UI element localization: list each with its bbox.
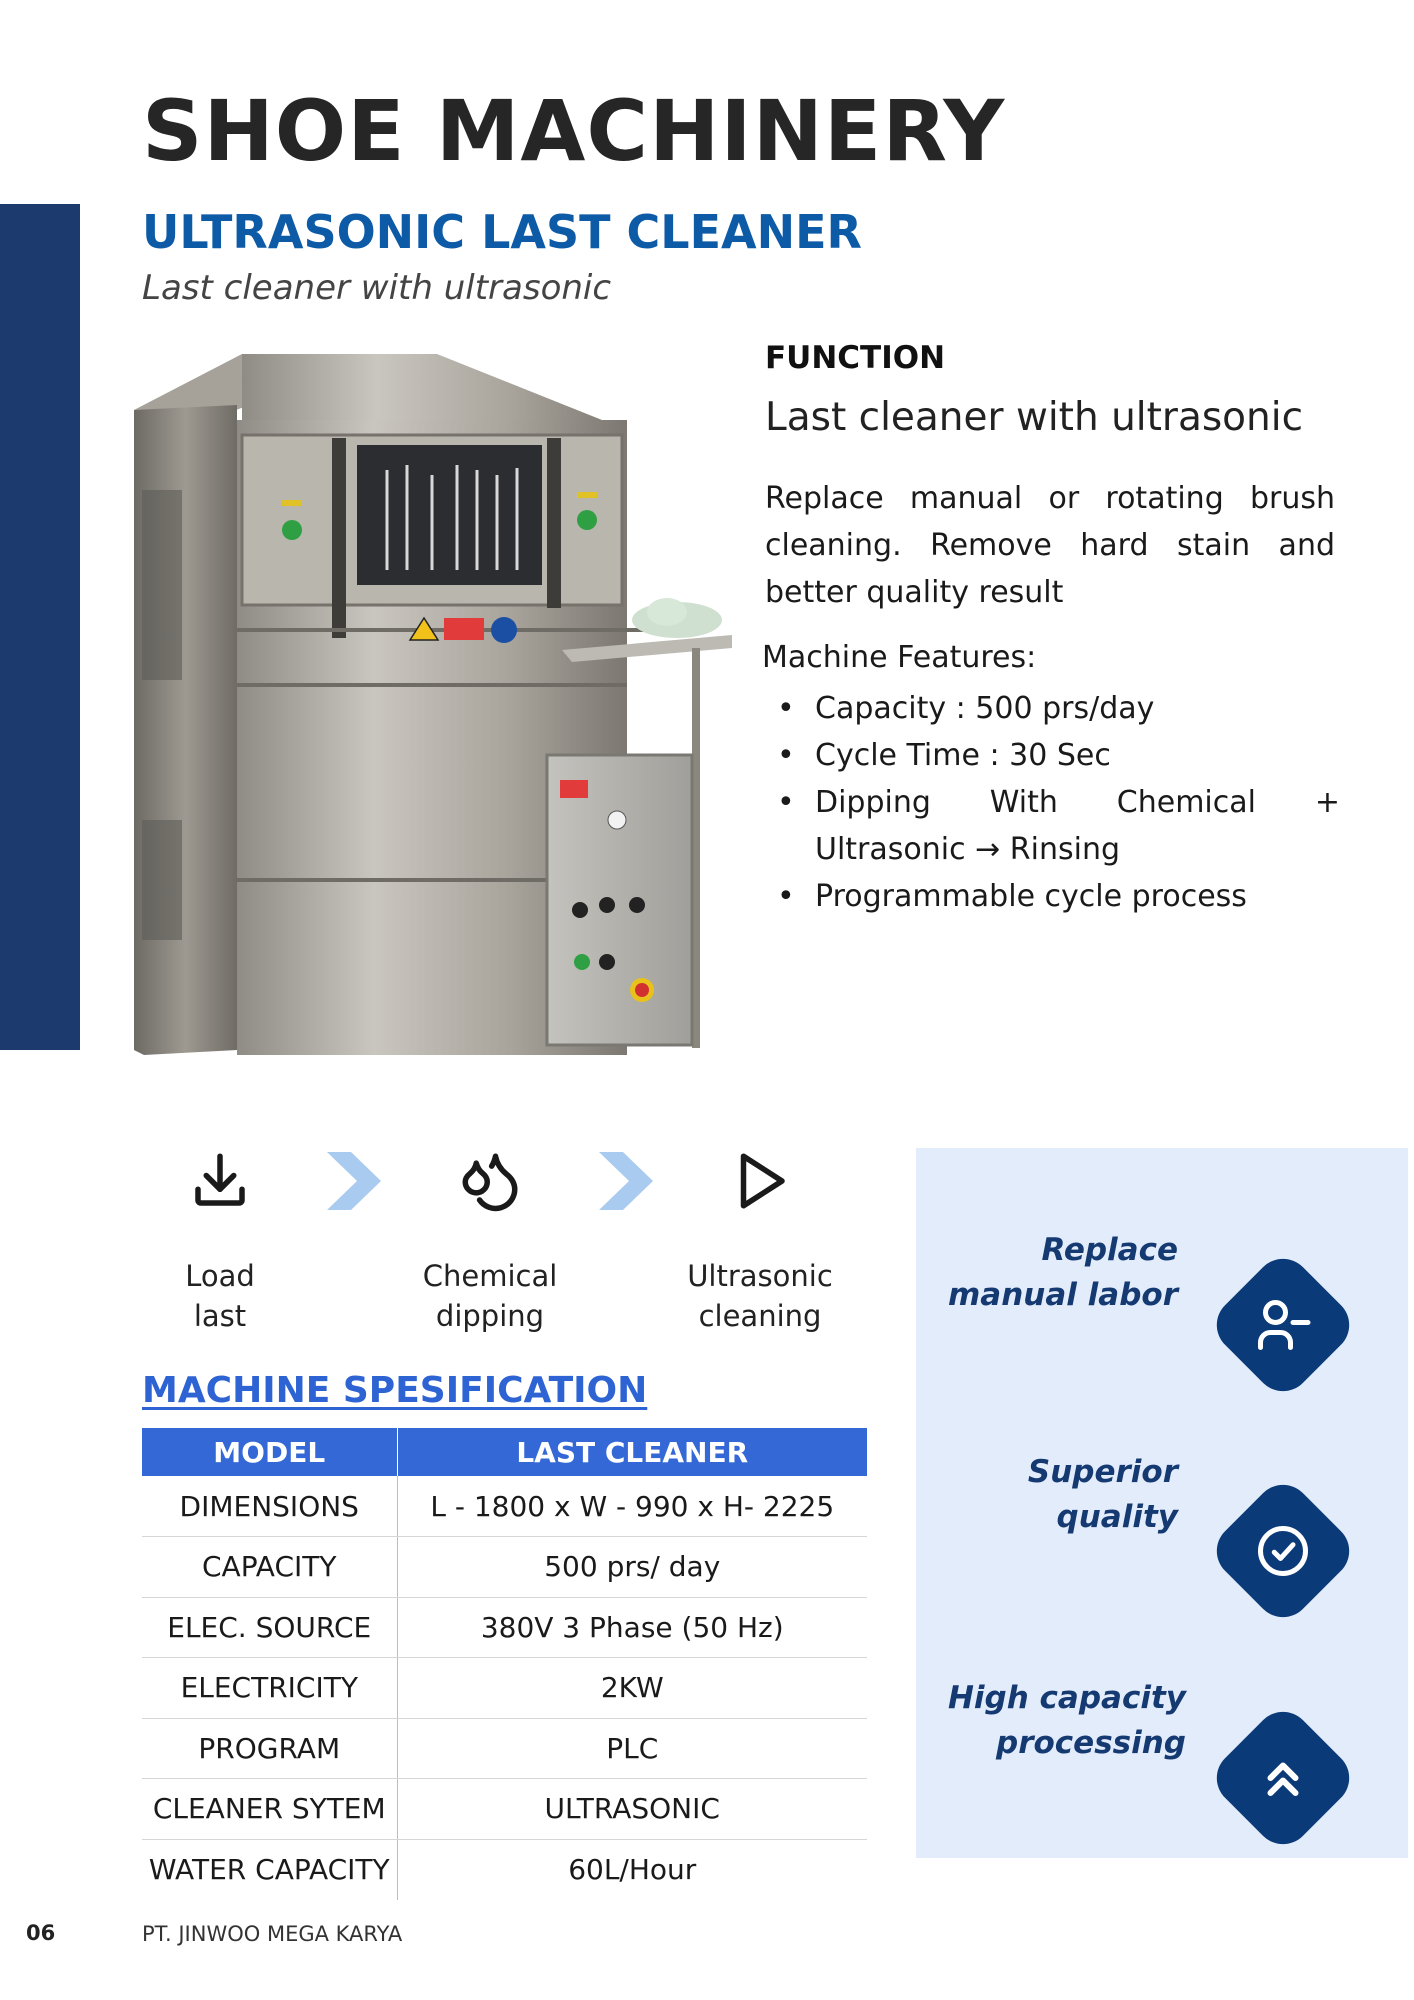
benefit-badge — [1205, 1247, 1361, 1403]
feature-item: • Dipping With Chemical + Ultrasonic → Rinsing — [775, 779, 1340, 873]
spec-header-cell: LAST CLEANER — [397, 1428, 867, 1476]
spec-label: CLEANER SYTEM — [142, 1779, 397, 1840]
table-row — [142, 1658, 867, 1719]
check-circle-icon — [1253, 1521, 1313, 1581]
table-row — [142, 1476, 867, 1537]
benefit-label: High capacity processing — [947, 1680, 1186, 1761]
process-step-load — [120, 1148, 320, 1336]
page-number: 06 — [26, 1921, 56, 1945]
spec-label: WATER CAPACITY — [142, 1839, 397, 1900]
features-heading: Machine Features: — [762, 640, 1037, 675]
function-summary: Last cleaner with ultrasonic — [765, 395, 1304, 440]
bullet-icon: • — [777, 691, 795, 726]
feature-item: • Programmable cycle process — [775, 873, 1340, 920]
user-minus-icon — [1253, 1295, 1313, 1355]
download-icon — [187, 1148, 253, 1214]
spec-label: ELECTRICITY — [142, 1658, 397, 1719]
spec-value: 2KW — [397, 1658, 867, 1719]
product-title: ULTRASONIC LAST CLEANER — [142, 205, 862, 259]
droplets-icon — [457, 1148, 523, 1214]
benefit-badge — [1205, 1700, 1361, 1856]
spec-table — [142, 1428, 867, 1900]
feature-item: • Capacity : 500 prs/day — [775, 685, 1340, 732]
table-row — [142, 1839, 867, 1900]
function-heading: FUNCTION — [765, 340, 946, 376]
table-row — [142, 1718, 867, 1779]
benefit-label: Superior quality — [1027, 1454, 1178, 1535]
function-description: Replace manual or rotating brush cleaning. Remove hard stain and better quality result — [765, 481, 1335, 610]
page-title: SHOE MACHINERY — [142, 82, 1006, 180]
bullet-icon: • — [777, 785, 795, 820]
process-step-label: Chemical dipping — [422, 1259, 558, 1333]
process-step-label: Load last — [185, 1259, 255, 1333]
product-subtitle: Last cleaner with ultrasonic — [142, 268, 612, 308]
spec-header-cell: MODEL — [142, 1428, 397, 1476]
spec-table-header — [142, 1428, 867, 1476]
benefit-badge — [1205, 1473, 1361, 1629]
spec-label: DIMENSIONS — [142, 1476, 397, 1537]
spec-value: 60L/Hour — [568, 1853, 697, 1886]
table-row — [142, 1537, 867, 1598]
table-row — [142, 1597, 867, 1658]
spec-value: PLC — [397, 1718, 867, 1779]
process-step-dipping — [390, 1148, 590, 1336]
spec-label: ELEC. SOURCE — [142, 1597, 397, 1658]
double-chevron-up-icon — [1253, 1748, 1313, 1808]
spec-label: CAPACITY — [142, 1537, 397, 1598]
spec-value: L - 1800 x W - 990 x H- 2225 — [397, 1476, 867, 1537]
play-icon — [727, 1148, 793, 1214]
spec-value: ULTRASONIC — [397, 1779, 867, 1840]
company-name: PT. JINWOO MEGA KARYA — [142, 1922, 403, 1946]
spec-value: 380V 3 Phase (50 Hz) — [397, 1597, 867, 1658]
features-list — [775, 685, 1340, 920]
bullet-icon: • — [777, 879, 795, 914]
process-step-ultrasonic — [660, 1148, 860, 1336]
feature-item: • Cycle Time : 30 Sec — [775, 732, 1340, 779]
machine-photo — [132, 350, 732, 1055]
spec-label: PROGRAM — [142, 1718, 397, 1779]
process-step-label: Ultrasonic cleaning — [687, 1259, 833, 1333]
spec-value: 500 prs/ day — [397, 1537, 867, 1598]
spec-heading: MACHINE SPESIFICATION — [142, 1370, 648, 1411]
bullet-icon: • — [777, 738, 795, 773]
table-row — [142, 1779, 867, 1840]
benefit-label: Replace manual labor — [947, 1232, 1178, 1313]
side-accent-bar — [0, 204, 80, 1050]
chevron-right-icon — [597, 1150, 655, 1212]
benefits-panel — [916, 1148, 1408, 1858]
chevron-right-icon — [325, 1150, 383, 1212]
